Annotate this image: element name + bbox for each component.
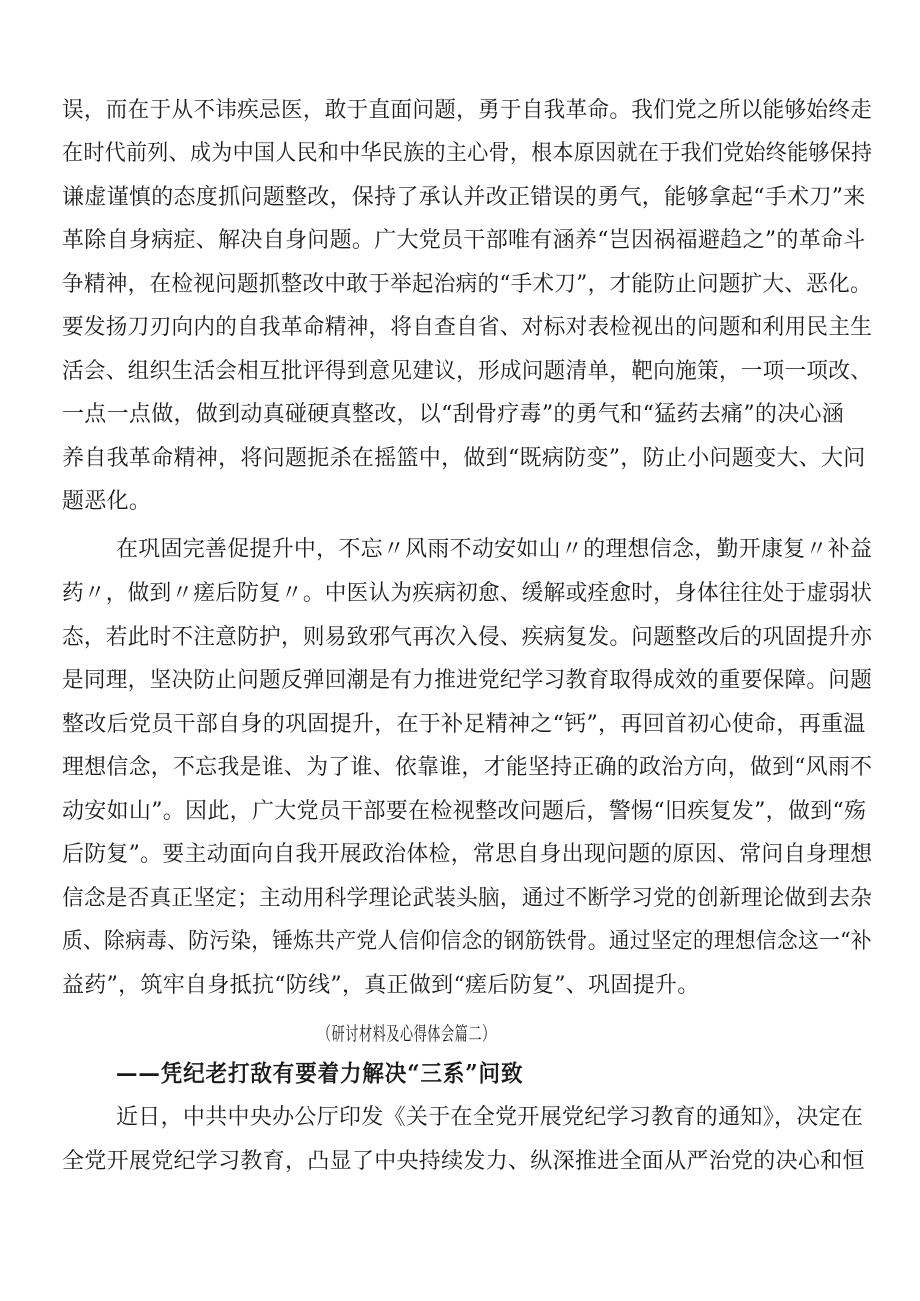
text-line: 理想信念，不忘我是谁、为了谁、依靠谁，才能坚持正确的政治方向，做到“风雨不 bbox=[62, 755, 873, 780]
section-title: ——凭纪老打敌有要着力解决“三系”问致 bbox=[116, 1060, 524, 1087]
text-line: 谦虚谨慎的态度抓问题整改，保持了承认并改正错误的勇气，能够拿起“手术刀”来 bbox=[62, 185, 866, 210]
text-line: 近日，中共中央办公厅印发《关于在全党开展党纪学习教育的通知》，决定在 bbox=[116, 1105, 864, 1130]
text-line: 在巩固完善促提升中，不忘〃风雨不动安如山〃的理想信念，勤开康复〃补益 bbox=[116, 537, 873, 562]
text-line: 药〃，做到〃瘥后防复〃。中医认为疾病初愈、缓解或痊愈时，身体往往处于虚弱状 bbox=[62, 581, 873, 606]
text-line: 全党开展党纪学习教育，凸显了中央持续发力、纵深推进全面从严治党的决心和恒 bbox=[62, 1149, 865, 1174]
text-line: 一点一点做，做到动真碰硬真整改，以“刮骨疗毒”的勇气和“猛药去痛”的决心涵 bbox=[62, 402, 845, 427]
text-line: 信念是否真正坚定；主动用科学理论武装头脑，通过不断学习党的创新理论做到去杂 bbox=[62, 886, 873, 911]
text-line: 态，若此时不注意防护，则易致邪气再次入侵、疾病复发。问题整改后的巩固提升亦 bbox=[62, 625, 873, 650]
text-line: 质、除病毒、防污染，锤炼共产党人信仰信念的钢筋铁骨。通过坚定的理想信念这一“补 bbox=[62, 929, 872, 954]
text-line: 题恶化。 bbox=[62, 489, 152, 514]
text-line: 益药”，筑牢自身抵抗“防线”，真正做到“瘥后防复”、巩固提升。 bbox=[62, 973, 700, 998]
text-line: 争精神，在检视问题抓整改中敢于举起治病的“手术刀”，才能防止问题扩大、恶化。 bbox=[62, 272, 872, 297]
text-line: 在时代前列、成为中国人民和中华民族的主心骨，根本原因就在于我们党始终能够保持 bbox=[62, 141, 873, 166]
text-line: 后防复”。要主动面向自我开展政治体检，常思自身出现问题的原因、常问自身理想 bbox=[62, 842, 873, 867]
text-line: 革除自身病症、解决自身问题。广大党员干部唯有涵养“岂因祸福避趋之”的革命斗 bbox=[62, 228, 866, 253]
text-line: 误，而在于从不讳疾忌医，敢于直面问题，勇于自我革命。我们党之所以能够始终走 bbox=[62, 98, 873, 123]
text-line: 养自我革命精神，将问题扼杀在摇篮中，做到“既病防变”，防止小问题变大、大问 bbox=[62, 446, 866, 471]
text-line: 是同理，坚决防止问题反弹回潮是有力推进党纪学习教育取得成效的重要保障。问题 bbox=[62, 668, 873, 693]
section-subheading: （研讨材料及心得体会篇二） bbox=[318, 1023, 496, 1045]
text-line: 活会、组织生活会相互批评得到意见建议，形成问题清单，靶向施策，一项一项改、 bbox=[62, 359, 873, 384]
text-line: 整改后党员干部自身的巩固提升，在于补足精神之“钙”，再回首初心使命，再重温 bbox=[62, 712, 866, 737]
text-line: 要发扬刀刃向内的自我革命精神，将自查自省、对标对表检视出的问题和利用民主生 bbox=[62, 315, 873, 340]
text-line: 动安如山”。因此，广大党员干部要在检视整改问题后，警惕“旧疾复发”，做到“殇 bbox=[62, 799, 867, 824]
